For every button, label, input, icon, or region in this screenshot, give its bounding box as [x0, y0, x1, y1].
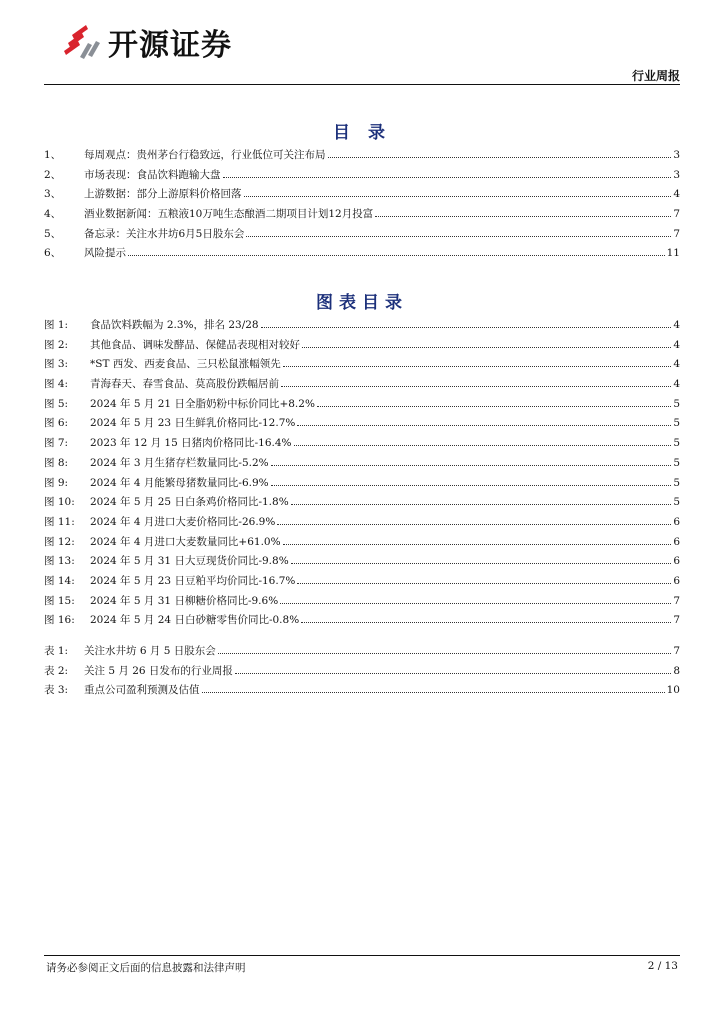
entry-title: 2024 年 5 月 24 日白砂糖零售价同比-0.8% — [90, 614, 300, 627]
figure-entry[interactable] — [44, 337, 680, 357]
entry-title: 备忘录：关注水井坊6月5日股东会 — [84, 227, 245, 240]
entry-number: 表 1: — [44, 645, 69, 657]
entry-number: 6、 — [44, 247, 62, 260]
figures-title: 图表目录 — [316, 293, 408, 313]
entry-title: 酒业数据新闻：五粮液10万吨生态酿酒二期项目计划12月投富 — [84, 208, 374, 221]
entry-page-number: 6 — [673, 574, 680, 587]
dot-leader — [235, 673, 671, 674]
dot-leader — [281, 386, 671, 387]
dot-leader — [301, 622, 671, 623]
entry-title: 重点公司盈利预测及估值 — [84, 684, 200, 697]
figure-entry[interactable] — [44, 534, 680, 554]
entry-number: 表 3: — [44, 684, 69, 697]
logo-text: 开源证券 — [108, 28, 232, 63]
entry-page-number: 7 — [673, 614, 680, 627]
entry-number: 5、 — [44, 227, 62, 240]
dot-leader — [244, 196, 672, 197]
entry-number: 3、 — [44, 188, 62, 201]
figure-entry[interactable] — [44, 317, 680, 337]
dot-leader — [317, 406, 671, 407]
entry-page-number: 7 — [673, 645, 680, 657]
figure-entry[interactable] — [44, 455, 680, 475]
entry-page-number: 4 — [673, 338, 680, 351]
dot-leader — [223, 177, 672, 178]
report-type-label: 行业周报 — [631, 69, 680, 83]
entry-number: 2、 — [44, 168, 62, 181]
entry-number: 1、 — [44, 149, 62, 161]
entry-page-number: 10 — [666, 684, 680, 697]
figure-entry[interactable] — [44, 396, 680, 416]
entry-title: 2024 年 5 月 31 日柳糖价格同比-9.6% — [90, 594, 279, 607]
entry-page-number: 11 — [666, 247, 680, 260]
dot-leader — [271, 485, 672, 486]
entry-title: 市场表现：食品饮料跑输大盘 — [84, 168, 221, 181]
entry-number: 图 1: — [44, 319, 69, 331]
entry-title: 2024 年 5 月 21 日全脂奶粉中标价同比+8.2% — [90, 397, 315, 410]
entry-page-number: 7 — [673, 208, 680, 221]
header-divider — [44, 84, 680, 85]
entry-title: 食品饮料跌幅为 2.3%，排名 23/28 — [90, 319, 259, 331]
entry-number: 图 8: — [44, 456, 69, 469]
entry-page-number: 4 — [673, 319, 680, 331]
toc-list — [44, 147, 680, 265]
toc-title: 目 录 — [333, 123, 391, 143]
entry-title: 2024 年 4 月进口大麦数量同比+61.0% — [90, 535, 281, 548]
entry-number: 图 6: — [44, 417, 69, 430]
entry-page-number: 5 — [673, 476, 680, 489]
footer-disclaimer: 请务必参阅正文后面的信息披露和法律声明 — [46, 962, 246, 974]
table-entry[interactable] — [44, 643, 680, 663]
entry-title: 青海春天、春雪食品、莫高股份跌幅居前 — [90, 378, 279, 391]
entry-page-number: 6 — [673, 535, 680, 548]
entry-page-number: 6 — [673, 515, 680, 528]
entry-number: 图 12: — [44, 535, 75, 548]
entry-number: 图 13: — [44, 555, 75, 568]
figure-entry[interactable] — [44, 593, 680, 613]
entry-page-number: 8 — [673, 664, 680, 677]
table-entry[interactable] — [44, 682, 680, 702]
dot-leader — [128, 255, 665, 256]
entry-title: 2023 年 12 月 15 日猪肉价格同比-16.4% — [90, 437, 292, 450]
figure-entry[interactable] — [44, 356, 680, 376]
entry-number: 图 2: — [44, 338, 69, 351]
dot-leader — [246, 236, 671, 237]
entry-page-number: 5 — [673, 496, 680, 509]
toc-entry[interactable] — [44, 186, 680, 206]
logo-mark-icon — [58, 21, 102, 63]
entry-page-number: 5 — [673, 417, 680, 430]
entry-number: 图 14: — [44, 574, 75, 587]
entry-number: 图 3: — [44, 358, 69, 371]
dot-leader — [283, 366, 672, 367]
entry-title: 2024 年 5 月 23 日豆粕平均价同比-16.7% — [90, 574, 296, 587]
dot-leader — [328, 157, 672, 158]
dot-leader — [283, 544, 672, 545]
figure-entry[interactable] — [44, 573, 680, 593]
entry-title: 风险提示 — [84, 247, 126, 260]
entry-title: 上游数据：部分上游原料价格回落 — [84, 188, 242, 201]
entry-number: 图 4: — [44, 378, 69, 391]
figure-entry[interactable] — [44, 514, 680, 534]
figure-entry[interactable] — [44, 553, 680, 573]
entry-page-number: 5 — [673, 397, 680, 410]
toc-entry[interactable] — [44, 147, 680, 167]
table-entry[interactable] — [44, 663, 680, 683]
figure-entry[interactable] — [44, 376, 680, 396]
dot-leader — [291, 504, 672, 505]
figure-list — [44, 317, 680, 632]
entry-title: 关注水井坊 6 月 5 日股东会 — [84, 645, 216, 657]
toc-entry[interactable] — [44, 245, 680, 265]
entry-title: 2024 年 3 月生猪存栏数量同比-5.2% — [90, 456, 269, 469]
entry-number: 图 16: — [44, 614, 75, 627]
entry-number: 4、 — [44, 208, 62, 221]
toc-entry[interactable] — [44, 206, 680, 226]
entry-title: *ST 西发、西麦食品、三只松鼠涨幅领先 — [90, 358, 281, 371]
dot-leader — [218, 653, 672, 654]
entry-page-number: 4 — [673, 188, 680, 201]
entry-title: 2024 年 4 月进口大麦价格同比-26.9% — [90, 515, 276, 528]
entry-title: 2024 年 5 月 23 日生鲜乳价格同比-12.7% — [90, 417, 296, 430]
entry-title: 每周观点：贵州茅台行稳致远，行业低位可关注布局 — [84, 149, 326, 161]
page-number: 2 / 13 — [647, 960, 678, 972]
figure-entry[interactable] — [44, 494, 680, 514]
entry-number: 图 5: — [44, 397, 69, 410]
figure-entry[interactable] — [44, 612, 680, 632]
entry-page-number: 3 — [673, 149, 680, 161]
figure-entry[interactable] — [44, 435, 680, 455]
toc-entry[interactable] — [44, 226, 680, 246]
dot-leader — [202, 692, 665, 693]
entry-number: 表 2: — [44, 664, 69, 677]
entry-title: 2024 年 5 月 31 日大豆现货价同比-9.8% — [90, 555, 289, 568]
footer-divider — [44, 955, 680, 956]
dot-leader — [297, 425, 671, 426]
dot-leader — [280, 603, 671, 604]
entry-page-number: 6 — [673, 555, 680, 568]
dot-leader — [291, 563, 672, 564]
company-logo — [58, 20, 232, 64]
entry-title: 关注 5 月 26 日发布的行业周报 — [84, 664, 233, 677]
dot-leader — [297, 583, 671, 584]
entry-title: 2024 年 5 月 25 日白条鸡价格同比-1.8% — [90, 496, 289, 509]
entry-number: 图 7: — [44, 437, 69, 450]
entry-number: 图 10: — [44, 496, 75, 509]
entry-page-number: 7 — [673, 594, 680, 607]
entry-page-number: 7 — [673, 227, 680, 240]
dot-leader — [271, 465, 672, 466]
entry-title: 其他食品、调味发酵品、保健品表现相对较好 — [90, 338, 300, 351]
entry-page-number: 4 — [673, 378, 680, 391]
toc-entry[interactable] — [44, 167, 680, 187]
dot-leader — [277, 524, 671, 525]
entry-page-number: 3 — [673, 168, 680, 181]
entry-number: 图 11: — [44, 515, 75, 528]
figure-entry[interactable] — [44, 475, 680, 495]
entry-page-number: 5 — [673, 437, 680, 450]
entry-title: 2024 年 4 月能繁母猪数量同比-6.9% — [90, 476, 269, 489]
dot-leader — [302, 347, 671, 348]
entry-number: 图 15: — [44, 594, 75, 607]
dot-leader — [294, 445, 672, 446]
entry-number: 图 9: — [44, 476, 69, 489]
dot-leader — [375, 216, 671, 217]
entry-page-number: 4 — [673, 358, 680, 371]
entry-page-number: 5 — [673, 456, 680, 469]
figure-entry[interactable] — [44, 415, 680, 435]
dot-leader — [261, 327, 672, 328]
table-list — [44, 643, 680, 702]
